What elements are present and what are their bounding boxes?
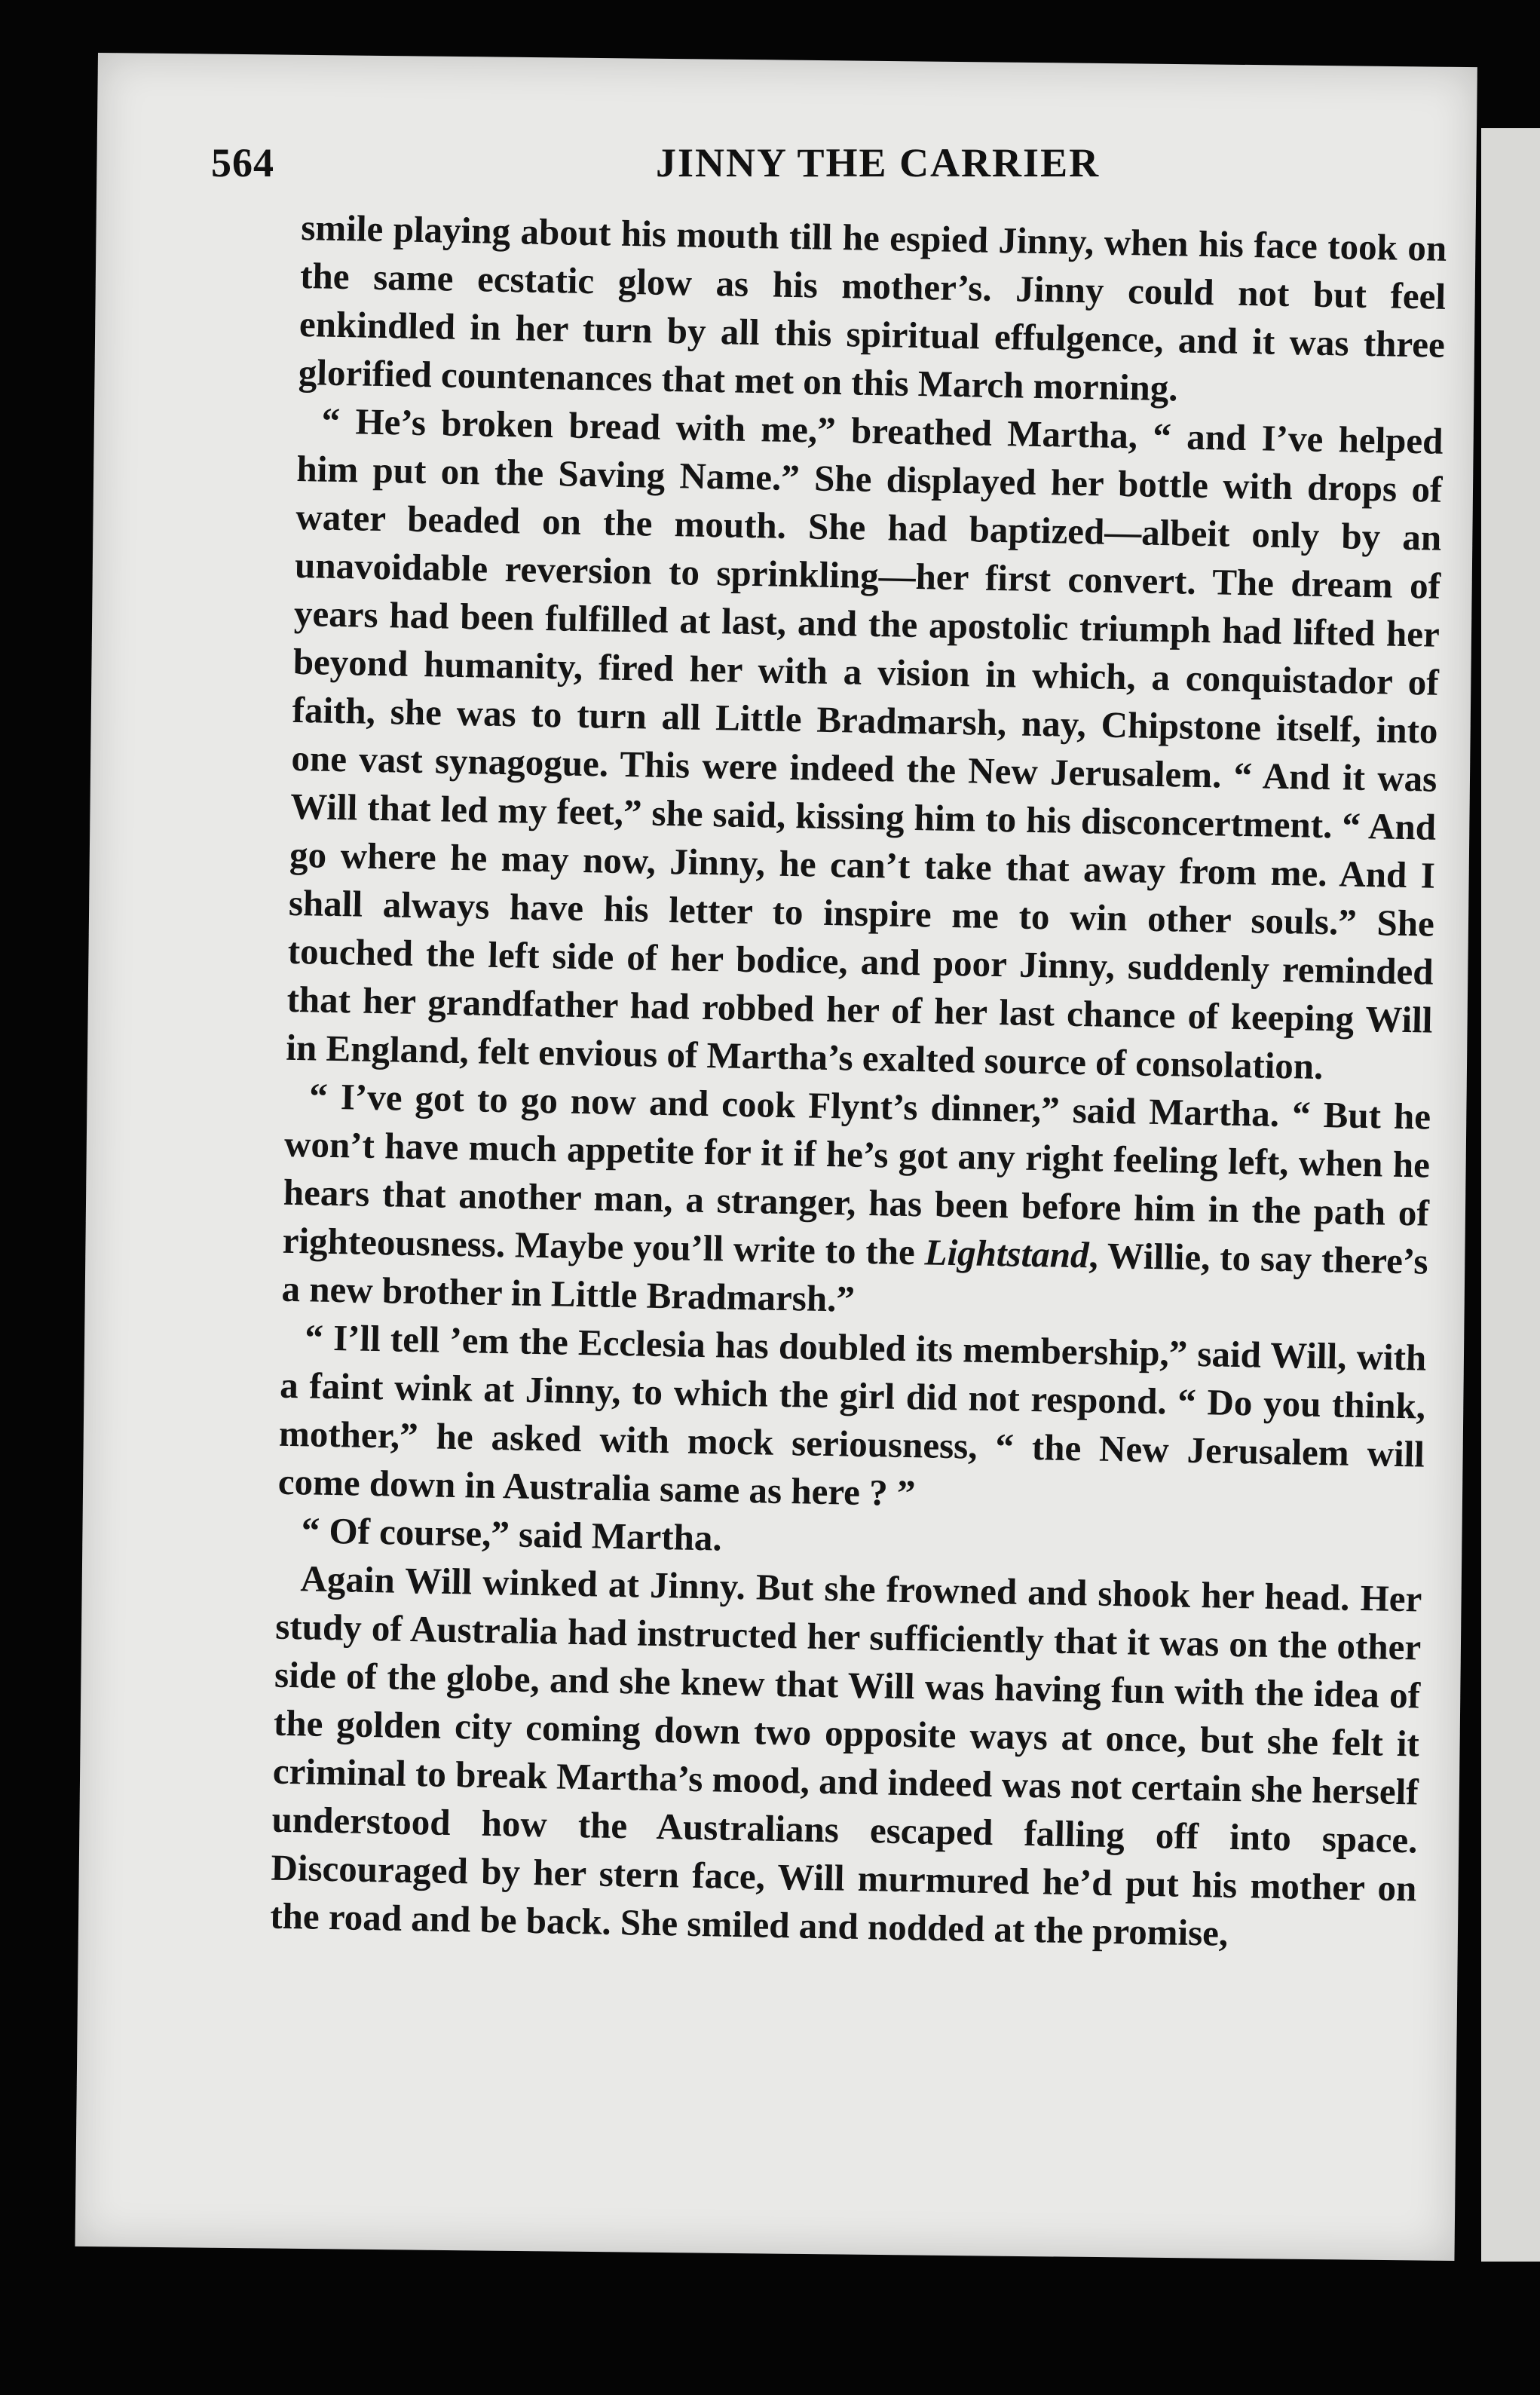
newspaper-title: Lightstand — [924, 1231, 1090, 1276]
paragraph: “ I’ll tell ’em the Ecclesia has doubled its membership,” said Will, with a faint wink at Jinny, to which the girl did not respond. “ Do you think, mother,” he asked with mock seriousness, “ the New Jerusalem will come down in Australia same as here ? ” — [277, 1316, 1427, 1514]
paragraph: “ Of course,” said Martha. — [301, 1509, 723, 1559]
paragraph: “ He’s broken bread with me,” breathed Martha, “ and I’ve helped him put on the Saving Name.” She displayed her bottle with drops of water beaded on the mouth. She had baptized—albeit only by an unavoidable reversion to sprinkling—her first convert. The dream of years had been fulfilled at last, and the apostolic triumph had lifted her beyond humanity, fired her with a vision in which, a conquistador of faith, she was to turn all Little Bradmarsh, nay, Chipstone itself, into one vast synagogue. This were indeed the New Jerusalem. “ And it was Will that led my feet,” she said, kissing him to his disconcertment. “ And go where he may now, Jinny, he can’t take that away from me. And I shall always have his letter to inspire me to win other souls.” She touched the left side of her bodice, and poor Jinny, suddenly reminded that her grandfather had robbed her of her last chance of keeping Will in England, felt envious of Martha’s exalted source of consolation. — [285, 400, 1444, 1088]
page-header — [211, 139, 1153, 207]
paragraph-text: , Willie, to say there’s a new brother in Little Bradmarsh.” — [281, 1234, 1429, 1320]
scan-background — [0, 2262, 1540, 2395]
adjacent-page-edge — [1481, 128, 1540, 2262]
paragraph: Again Will winked at Jinny. But she frowned and shook her head. Her study of Australia had instructed her sufficiently that it was on the other side of the globe, and she knew that Will was having fun with the idea of the golden city coming down two opposite ways at once, but she felt it criminal to break Martha’s mood, and indeed was not certain she herself understood how the Australians escaped falling off into space. Discouraged by her stern face, Will murmured he’d put his mother on the road and be back. She smiled and nodded at the promise, — [269, 1557, 1422, 1954]
paragraph — [281, 1072, 1431, 1334]
running-title: JINNY THE CARRIER — [656, 140, 1101, 185]
page-number: 564 — [211, 140, 274, 185]
paragraph-text: “ I’ve got to go now and cook Flynt’s dinner,” said Martha. “ But he won’t have much appetite for it if he’s got any right feeling left, when he hears that another man, a stranger, has been before him in the path of righteousness. Maybe you’ll write to the — [282, 1075, 1431, 1273]
body-text — [267, 204, 1447, 2124]
paragraph-continuation: smile playing about his mouth till he espied Jinny, when his face took on the same ecstatic glow as his mother’s. Jinny could not but feel enkindled in her turn by all this spiritual effulgence, and it was three glorified countenances that met on this March morning. — [298, 206, 1447, 409]
